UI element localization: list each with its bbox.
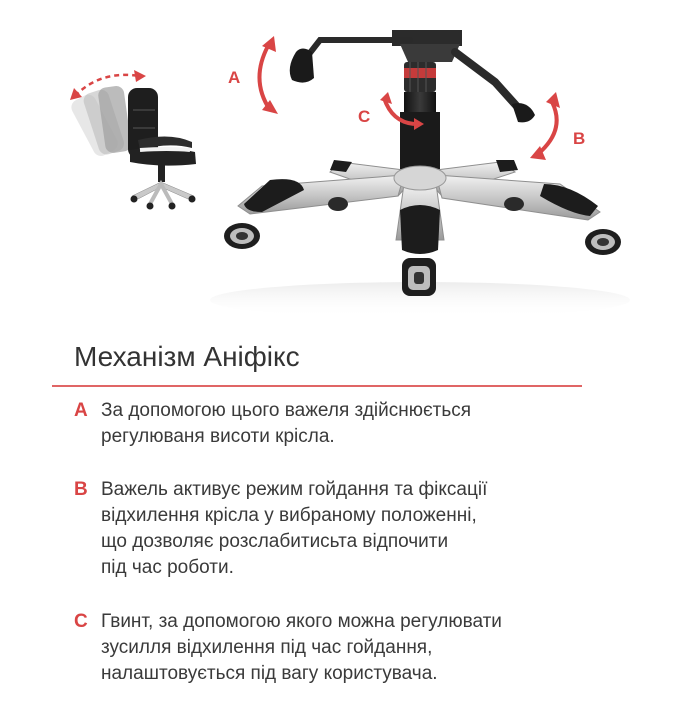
- feature-item-c: [74, 609, 614, 687]
- item-line: регулюваня висоти крісла.: [101, 426, 335, 447]
- item-line: під час роботи.: [101, 557, 234, 578]
- item-description: [101, 609, 614, 687]
- caster-left: [224, 223, 260, 249]
- chair-mechanism-illustration: [0, 0, 684, 320]
- caster-front: [402, 258, 436, 296]
- section-title: Механізм Аніфікс: [74, 341, 300, 372]
- item-line: Гвинт, за допомогою якого можна регулювати: [101, 611, 502, 632]
- item-description: [101, 477, 614, 581]
- chair-base-image: [210, 30, 630, 318]
- item-letter: A: [74, 400, 88, 421]
- label-c: C: [358, 107, 371, 126]
- item-line: що дозволяє розслабитисьта відпочити: [101, 531, 449, 552]
- small-chair-image: [69, 70, 196, 210]
- item-letter: C: [74, 611, 88, 632]
- caster-back-right: [504, 197, 524, 211]
- item-line: За допомогою цього важеля здійснюється: [101, 400, 472, 421]
- item-line: зусилля відхилення під час гойдання,: [101, 637, 433, 658]
- arrow-a: [259, 36, 278, 114]
- item-line: Важель активує режим гойдання та фіксації: [101, 479, 488, 500]
- caster-right: [585, 229, 621, 255]
- label-b: B: [573, 129, 586, 148]
- item-line: налаштовується під вагу користувача.: [101, 663, 438, 684]
- item-line: відхилення крісла у вибраному положенні,: [101, 505, 477, 526]
- item-description: [101, 398, 614, 450]
- title-divider: [52, 385, 582, 387]
- feature-item-b: [74, 477, 614, 581]
- caster-back-left: [328, 197, 348, 211]
- item-letter: B: [74, 479, 88, 500]
- arrow-b: [530, 92, 560, 160]
- label-a: A: [228, 68, 241, 87]
- feature-item-a: [74, 398, 614, 450]
